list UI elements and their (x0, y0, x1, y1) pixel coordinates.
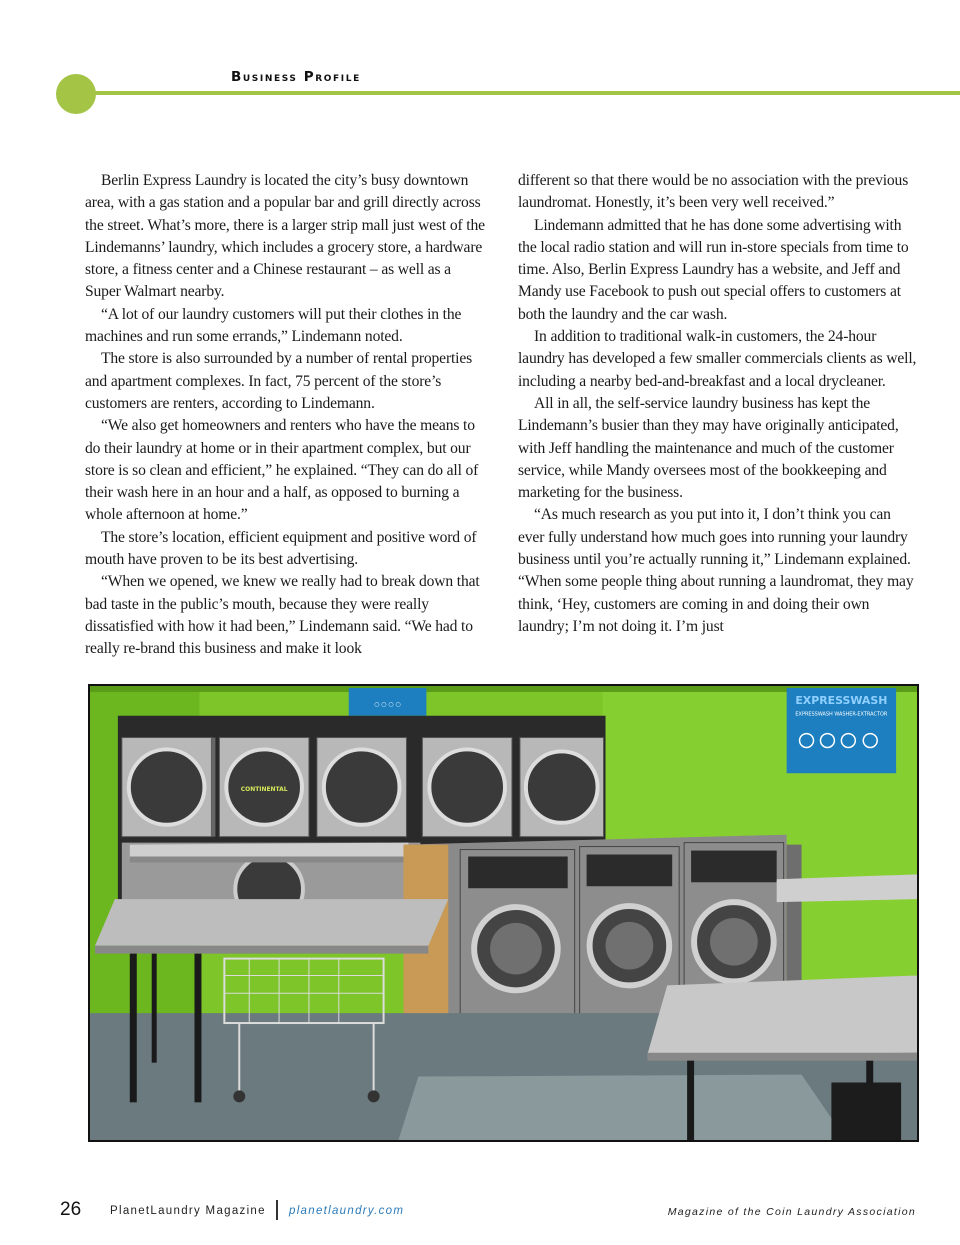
wall-sign-title: EXPRESSWASH (795, 693, 888, 707)
paragraph: “A lot of our laundry customers will put their clothes in the machines and run some errands,” Lindemann noted. (85, 305, 462, 346)
paragraph: The store is also surrounded by a number of rental properties and apartment complexes. In fact, 75 percent of the store’s customers are renters, according to Lindemann. (85, 350, 473, 412)
paragraph: The store’s location, efficient equipment and positive word of mouth have proven to be its best advertising. (85, 528, 477, 569)
wall-sign (787, 688, 896, 773)
wall-sign-subtitle: EXPRESSWASH WASHER-EXTRACTOR (795, 711, 888, 718)
association-tagline: Magazine of the Coin Laundry Association (667, 1206, 916, 1218)
right-column (518, 170, 918, 638)
section-label: Business Profile (231, 69, 361, 85)
footer-divider (276, 1200, 278, 1220)
paragraph: Lindemann admitted that he has done some advertising with the local radio station and will run in-store specials from time to time. Also, Berlin Express Laundry has a website, and Jeff and Mandy use Facebook to push out special offers to customers at both the laundry and the car wash. (518, 216, 909, 323)
magazine-name: PlanetLaundry Magazine (110, 1205, 266, 1217)
paragraph: different so that there would be no association with the previous laundromat. Honestly, it’s been very well received.” (518, 172, 909, 212)
svg-text:○ ○ ○ ○: ○ ○ ○ ○ (374, 700, 401, 708)
paragraph: “As much research as you put into it, I don’t think you can ever fully understand how much goes into running your laundry business until you’re actually running it,” Lindemann explained. “When some people thing about running a laundromat, they may think, ‘Hey, customers are coming in and doing their own laundry; I’m not doing it. I’m just (518, 506, 914, 635)
paragraph: Berlin Express Laundry is located the city’s busy downtown area, with a gas station and a popular bar and grill directly across the street. What’s more, there is a larger strip mall just west of the Lindemanns’ laundry, which includes a grocery store, a hardware store, a fitness center and a Chinese restaurant – as well as a Super Walmart nearby. (85, 172, 485, 301)
laundromat-photo (88, 684, 919, 1142)
laundromat-illustration (90, 686, 917, 1140)
paragraph: “When we opened, we knew we really had to break down that bad taste in the public’s mouth, because they were really dissatisfied with how it had been,” Lindemann said. “We had to really re-brand this business and make it look (85, 573, 480, 658)
paragraph: “We also get homeowners and renters who have the means to do their laundry at home or in their apartment complex, but our store is so clean and efficient,” he explained. “They can do all of their wash here in an hour and a half, as opposed to burning a whole afternoon at home.” (85, 417, 479, 524)
header-dot (56, 74, 96, 114)
paragraph: All in all, the self-service laundry business has kept the Lindemann’s busier than they may have originally anticipated, with Jeff handling the maintenance and much of the customer service, while Mandy oversees most of the bookkeeping and marketing for the business. (518, 394, 899, 502)
paragraph: In addition to traditional walk-in customers, the 24-hour laundry has developed a few smaller commercials clients as well, including a nearby bed-and-breakfast and a local drycleaner. (518, 328, 917, 390)
page-number: 26 (60, 1199, 82, 1220)
magazine-url[interactable]: planetlaundry.com (289, 1205, 405, 1217)
header-rule (90, 91, 960, 95)
left-column (85, 170, 485, 661)
dryer-brand-label: CONTINENTAL (240, 786, 288, 794)
